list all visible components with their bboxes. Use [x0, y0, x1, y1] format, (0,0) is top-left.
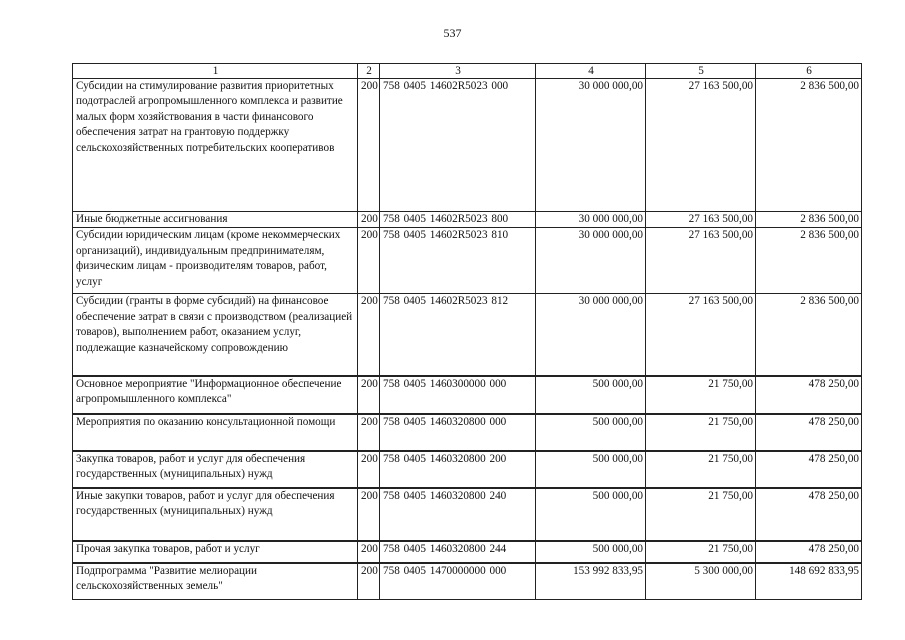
row-col4-value: 30 000 000,00 — [536, 294, 646, 376]
table-row — [73, 488, 862, 541]
row-budget-code: 758 0405 1460320800 200 — [380, 451, 536, 488]
row-col5-value: 27 163 500,00 — [646, 228, 756, 294]
row-name: Закупка товаров, работ и услуг для обеспечения государственных (муниципальных) нужд — [73, 451, 358, 488]
row-budget-code: 758 0405 14602R5023 800 — [380, 212, 536, 228]
budget-table — [72, 63, 862, 600]
table-row — [73, 79, 862, 212]
row-org-code: 200 — [358, 212, 380, 228]
row-budget-code: 758 0405 1470000000 000 — [380, 563, 536, 600]
row-org-code: 200 — [358, 488, 380, 541]
table-row — [73, 563, 862, 600]
row-org-code: 200 — [358, 414, 380, 451]
row-org-code: 200 — [358, 541, 380, 563]
row-col4-value: 30 000 000,00 — [536, 79, 646, 212]
row-name: Основное мероприятие "Информационное обеспечение агропромышленного комплекса" — [73, 376, 358, 414]
table-row — [73, 451, 862, 488]
table-header-row — [73, 64, 862, 79]
row-col5-value: 21 750,00 — [646, 451, 756, 488]
row-col6-value: 148 692 833,95 — [756, 563, 862, 600]
row-budget-code: 758 0405 1460320800 244 — [380, 541, 536, 563]
row-col6-value: 478 250,00 — [756, 414, 862, 451]
row-col5-value: 27 163 500,00 — [646, 294, 756, 376]
row-col6-value: 478 250,00 — [756, 541, 862, 563]
row-budget-code: 758 0405 14602R5023 000 — [380, 79, 536, 212]
row-col6-value: 478 250,00 — [756, 488, 862, 541]
row-col6-value: 2 836 500,00 — [756, 228, 862, 294]
row-budget-code: 758 0405 14602R5023 810 — [380, 228, 536, 294]
row-org-code: 200 — [358, 294, 380, 376]
row-budget-code: 758 0405 14602R5023 812 — [380, 294, 536, 376]
table-row — [73, 541, 862, 563]
row-col4-value: 500 000,00 — [536, 488, 646, 541]
table-row — [73, 294, 862, 376]
row-org-code: 200 — [358, 376, 380, 414]
row-col5-value: 21 750,00 — [646, 541, 756, 563]
row-name: Мероприятия по оказанию консультационной помощи — [73, 414, 358, 451]
row-name: Субсидии юридическим лицам (кроме некоммерческих организаций), индивидуальным предпринимателям, физическим лицам - производителям товаров, работ, услуг — [73, 228, 358, 294]
row-name: Прочая закупка товаров, работ и услуг — [73, 541, 358, 563]
row-name: Субсидии на стимулирование развития приоритетных подотраслей агропромышленного комплекса и развитие малых форм хозяйствования в части финансового обеспечения затрат на грантовую поддержку сельскохозяйственных потребительских кооперативов — [73, 79, 358, 212]
row-col6-value: 2 836 500,00 — [756, 212, 862, 228]
column-header-6: 6 — [756, 64, 862, 79]
row-col5-value: 27 163 500,00 — [646, 79, 756, 212]
page-number: 537 — [443, 26, 462, 40]
row-col5-value: 21 750,00 — [646, 376, 756, 414]
row-col4-value: 30 000 000,00 — [536, 212, 646, 228]
row-col5-value: 21 750,00 — [646, 488, 756, 541]
table-row — [73, 414, 862, 451]
row-col4-value: 500 000,00 — [536, 451, 646, 488]
column-header-4: 4 — [536, 64, 646, 79]
row-col4-value: 30 000 000,00 — [536, 228, 646, 294]
row-name: Подпрограмма "Развитие мелиорации сельскохозяйственных земель" — [73, 563, 358, 600]
row-col5-value: 27 163 500,00 — [646, 212, 756, 228]
column-header-1: 1 — [73, 64, 358, 79]
column-header-5: 5 — [646, 64, 756, 79]
row-col5-value: 21 750,00 — [646, 414, 756, 451]
row-col4-value: 153 992 833,95 — [536, 563, 646, 600]
column-header-2: 2 — [358, 64, 380, 79]
row-col4-value: 500 000,00 — [536, 541, 646, 563]
row-budget-code: 758 0405 1460320800 240 — [380, 488, 536, 541]
row-name: Иные бюджетные ассигнования — [73, 212, 358, 228]
row-org-code: 200 — [358, 451, 380, 488]
row-budget-code: 758 0405 1460320800 000 — [380, 414, 536, 451]
row-col6-value: 478 250,00 — [756, 376, 862, 414]
row-col5-value: 5 300 000,00 — [646, 563, 756, 600]
row-org-code: 200 — [358, 228, 380, 294]
table-row — [73, 212, 862, 228]
row-col6-value: 2 836 500,00 — [756, 294, 862, 376]
row-col4-value: 500 000,00 — [536, 414, 646, 451]
row-col4-value: 500 000,00 — [536, 376, 646, 414]
row-name: Субсидии (гранты в форме субсидий) на финансовое обеспечение затрат в связи с производством (реализацией товаров), выполнением работ, оказанием услуг, подлежащие казначейскому сопровождению — [73, 294, 358, 376]
row-name: Иные закупки товаров, работ и услуг для обеспечения государственных (муниципальных) нужд — [73, 488, 358, 541]
column-header-3: 3 — [380, 64, 536, 79]
row-col6-value: 478 250,00 — [756, 451, 862, 488]
row-col6-value: 2 836 500,00 — [756, 79, 862, 212]
table-row — [73, 228, 862, 294]
table-row — [73, 376, 862, 414]
row-org-code: 200 — [358, 563, 380, 600]
row-budget-code: 758 0405 1460300000 000 — [380, 376, 536, 414]
row-org-code: 200 — [358, 79, 380, 212]
